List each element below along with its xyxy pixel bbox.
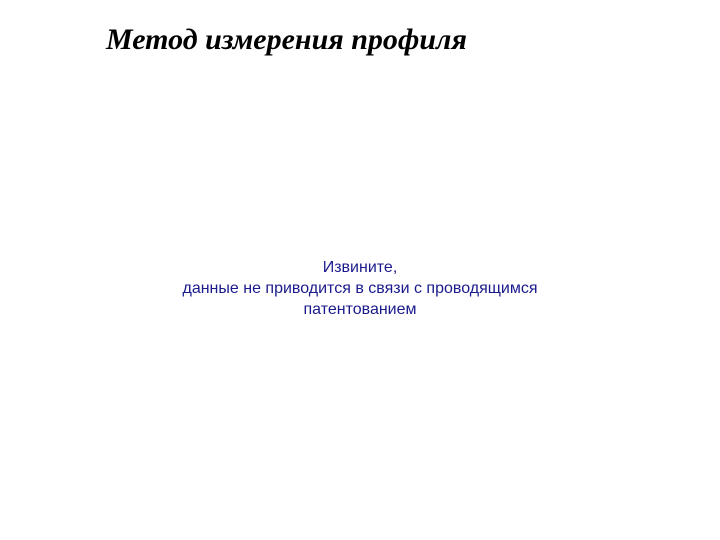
slide-title: Метод измерения профиля	[106, 23, 467, 56]
notice-line-2: данные не приводится в связи с проводящимся	[182, 280, 538, 297]
notice-line-1: Извините,	[322, 259, 398, 276]
notice-message	[0, 257, 720, 320]
notice-line-3: патентованием	[303, 301, 417, 318]
